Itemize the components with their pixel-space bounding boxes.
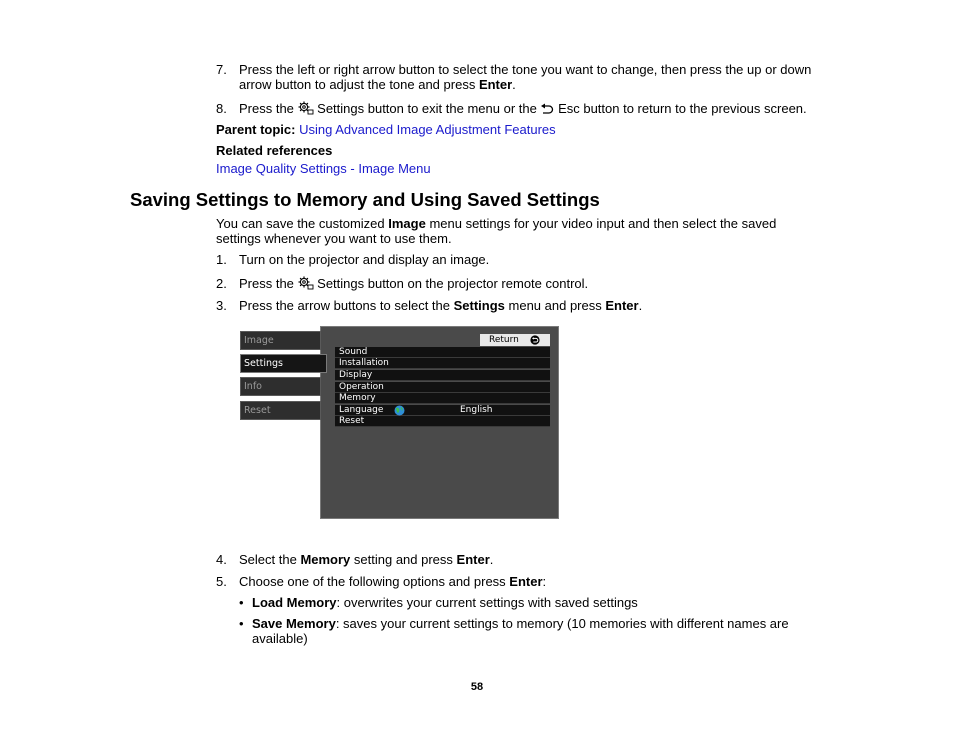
step-5-enter: Enter (509, 574, 543, 589)
return-label: Return (489, 335, 519, 345)
save-memory-desc: : saves your current settings to memory (10 memories with different names are available) (252, 616, 789, 646)
save-memory-label: Save Memory (252, 616, 336, 631)
menu-tab-settings[interactable]: Settings (240, 354, 327, 373)
menu-item-operation[interactable]: Operation (335, 382, 550, 393)
intro-post: menu settings for your video input and then select the saved settings whenever you want to use them. (216, 216, 777, 246)
related-reference-link[interactable]: Image Quality Settings - Image Menu (216, 161, 431, 176)
step-3-mid: menu and press (504, 298, 606, 313)
bullet-dot: • (239, 595, 244, 610)
settings-gear-icon (298, 276, 314, 290)
step-7-pre: Press the left or right arrow button to select the tone you want to change, then press the up or down arrow button to adjust the tone and press (239, 62, 812, 92)
return-icon (530, 335, 540, 345)
step-7-text (239, 62, 829, 92)
language-label: Language (339, 405, 384, 415)
related-label-text: Related references (216, 143, 333, 158)
language-value: English (460, 405, 493, 415)
step-5-text (239, 574, 829, 589)
step-8-post: Esc button to return to the previous screen. (554, 101, 807, 116)
step-8-pre: Press the (239, 101, 298, 116)
step-1-text: Turn on the projector and display an image. (239, 252, 490, 267)
step-2-post: Settings button on the projector remote control. (313, 276, 589, 291)
step-7-enter: Enter (478, 77, 513, 92)
parent-topic-label: Parent topic: (216, 122, 296, 137)
settings-gear-icon (298, 101, 314, 115)
bullet-save-memory (252, 616, 812, 646)
step-8-text (239, 101, 829, 116)
step-5-post: : (542, 574, 547, 589)
intro-pre: You can save the customized (216, 216, 389, 231)
menu-item-installation[interactable]: Installation (335, 358, 550, 369)
menu-item-display[interactable]: Display (335, 370, 550, 381)
step-3-number: 3. (216, 298, 227, 313)
step-4-mid: setting and press (350, 552, 457, 567)
step-5-number: 5. (216, 574, 227, 589)
bullet-dot: • (239, 616, 244, 631)
menu-tab-image[interactable]: Image (240, 331, 321, 350)
menu-tab-info[interactable]: Info (240, 377, 321, 396)
step-3-enter: Enter (605, 298, 639, 313)
step-2-number: 2. (216, 276, 227, 291)
step-4-pre: Select the (239, 552, 301, 567)
esc-return-icon (540, 103, 554, 115)
load-memory-desc: : overwrites your current settings with saved settings (336, 595, 638, 610)
step-7-post: . (512, 77, 516, 92)
step-3-text (239, 298, 829, 313)
menu-item-reset[interactable]: Reset (335, 416, 550, 427)
step-3-pre: Press the arrow buttons to select the (239, 298, 454, 313)
step-4-memory: Memory (300, 552, 351, 567)
menu-item-sound[interactable]: Sound (335, 347, 550, 358)
step-4-enter: Enter (456, 552, 490, 567)
step-7-number: 7. (216, 62, 227, 77)
load-memory-label: Load Memory (252, 595, 337, 610)
section-title: Saving Settings to Memory and Using Saved Settings (130, 189, 600, 210)
menu-item-memory[interactable]: Memory (335, 393, 550, 404)
step-3-post: . (638, 298, 643, 313)
step-4-text (239, 552, 829, 567)
step-1-number: 1. (216, 252, 227, 267)
step-2-pre: Press the (239, 276, 298, 291)
step-5-pre: Choose one of the following options and press (239, 574, 510, 589)
parent-topic-link[interactable]: Using Advanced Image Adjustment Features (299, 122, 556, 137)
intro-paragraph (216, 216, 806, 246)
bullet-load-memory (252, 595, 812, 610)
menu-item-language[interactable] (335, 405, 550, 416)
step-4-post: . (489, 552, 494, 567)
intro-bold: Image (388, 216, 426, 231)
step-3-settings: Settings (453, 298, 505, 313)
step-2-text (239, 276, 829, 291)
return-button[interactable] (480, 334, 550, 346)
globe-icon (394, 405, 405, 416)
step-8-mid: Settings button to exit the menu or the (313, 101, 541, 116)
step-8-number: 8. (216, 101, 227, 116)
related-references-label (216, 143, 332, 158)
menu-tab-reset[interactable]: Reset (240, 401, 321, 420)
page-number: 58 (470, 681, 484, 693)
parent-topic (216, 122, 556, 137)
step-4-number: 4. (216, 552, 227, 567)
